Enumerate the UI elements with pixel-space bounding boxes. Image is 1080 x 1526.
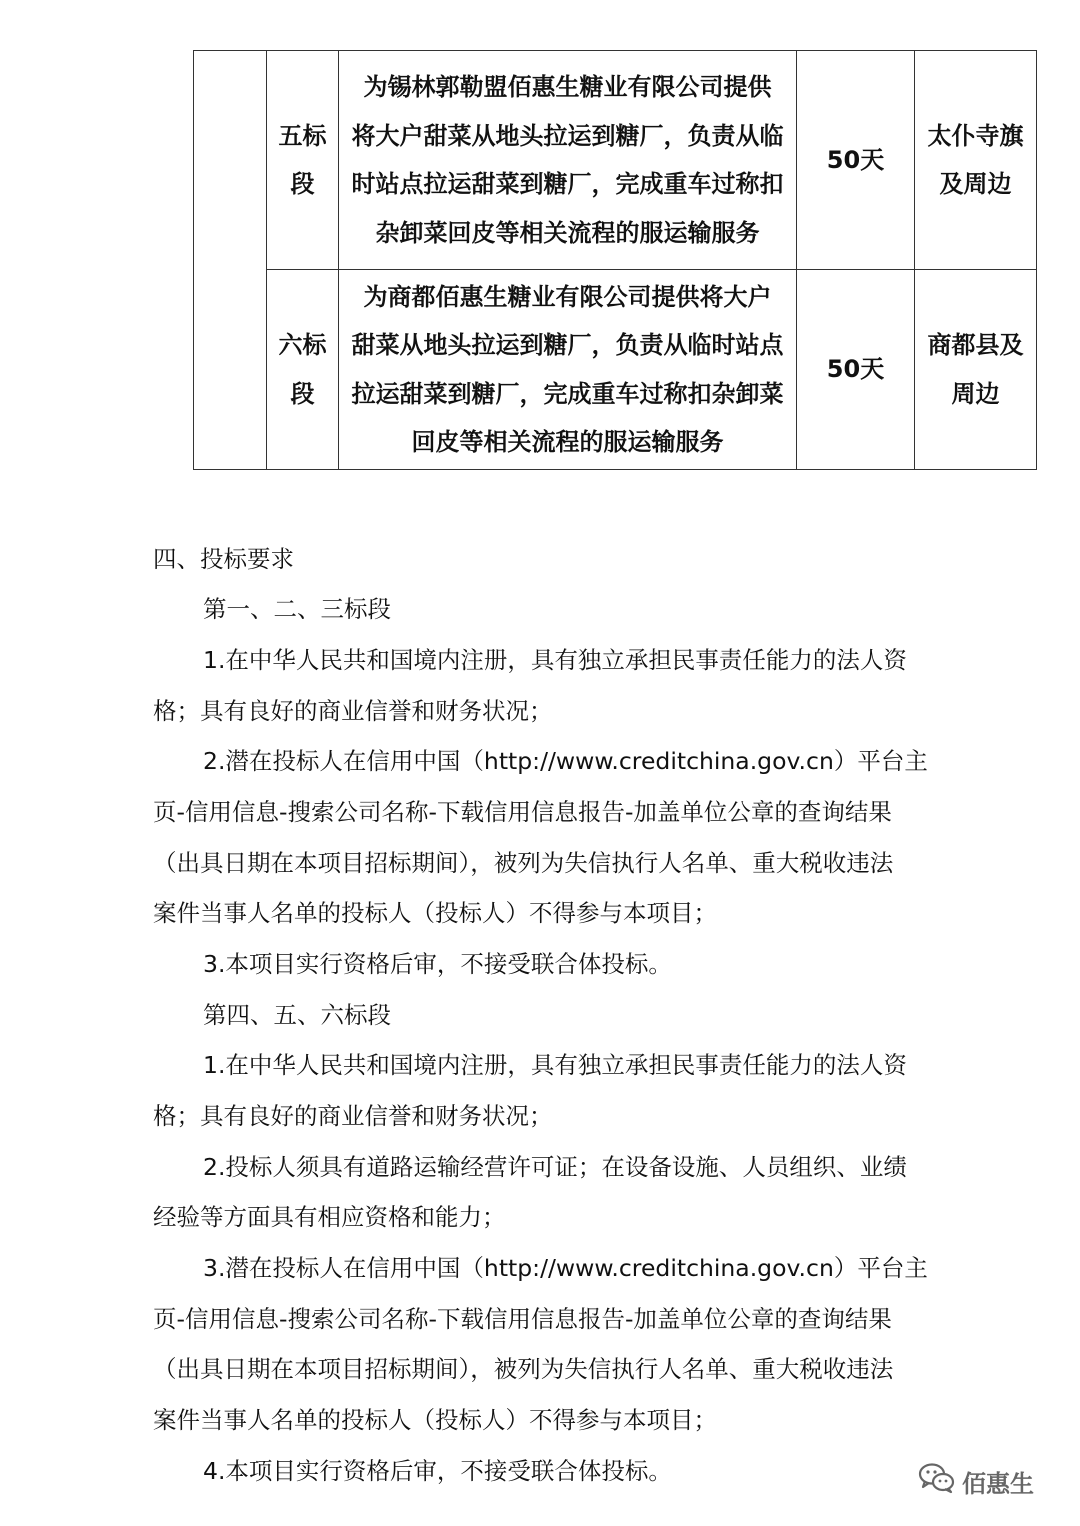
watermark-label: 佰惠生 — [962, 1469, 1034, 1498]
paragraph-line: 2.投标人须具有道路运输经营许可证；在设备设施、人员组织、业绩 — [203, 1153, 907, 1181]
watermark — [918, 1462, 1034, 1500]
location-cell: 商都县及 周边 — [915, 270, 1037, 470]
paragraph-line: 3.本项目实行资格后审，不接受联合体投标。 — [203, 950, 672, 978]
subsection-heading: 第四、五、六标段 — [203, 1001, 391, 1029]
paragraph-line: 1.在中华人民共和国境内注册，具有独立承担民事责任能力的法人资 — [203, 1051, 907, 1079]
paragraph-line: 2.潜在投标人在信用中国（http://www.creditchina.gov.cn）平台主 — [203, 747, 928, 775]
paragraph-line: 4.本项目实行资格后审，不接受联合体投标。 — [203, 1457, 672, 1485]
paragraph-line: 案件当事人名单的投标人（投标人）不得参与本项目； — [153, 1406, 717, 1434]
paragraph-line: 格；具有良好的商业信誉和财务状况； — [153, 697, 553, 725]
paragraph-line: 案件当事人名单的投标人（投标人）不得参与本项目； — [153, 899, 717, 927]
duration-cell: 50天 — [797, 270, 915, 470]
paragraph-line: 页-信用信息-搜索公司名称-下载信用信息报告-加盖单位公章的查询结果 — [153, 798, 892, 826]
paragraph-line: （出具日期在本项目招标期间），被列为失信执行人名单、重大税收违法 — [153, 1355, 894, 1383]
paragraph-line: 经验等方面具有相应资格和能力； — [153, 1203, 506, 1231]
paragraph-line: （出具日期在本项目招标期间），被列为失信执行人名单、重大税收违法 — [153, 849, 894, 877]
paragraph-line: 页-信用信息-搜索公司名称-下载信用信息报告-加盖单位公章的查询结果 — [153, 1305, 892, 1333]
section-cell: 五标 段 — [267, 51, 339, 270]
section-heading: 四、投标要求 — [153, 545, 294, 573]
wechat-icon — [918, 1462, 956, 1500]
section-cell: 六标 段 — [267, 270, 339, 470]
subsection-heading: 第一、二、三标段 — [203, 595, 391, 623]
paragraph-line: 1.在中华人民共和国境内注册，具有独立承担民事责任能力的法人资 — [203, 646, 907, 674]
description-cell: 为锡林郭勒盟佰惠生糖业有限公司提供 将大户甜菜从地头拉运到糖厂，负责从临 时站点拉运甜菜到糖厂，完成重车过称扣 杂卸菜回皮等相关流程的服运输服务 — [339, 51, 797, 270]
duration-cell: 50天 — [797, 51, 915, 270]
paragraph-line: 格；具有良好的商业信誉和财务状况； — [153, 1102, 553, 1130]
location-cell: 太仆寺旗 及周边 — [915, 51, 1037, 270]
paragraph-line: 3.潜在投标人在信用中国（http://www.creditchina.gov.cn）平台主 — [203, 1254, 928, 1282]
description-cell: 为商都佰惠生糖业有限公司提供将大户 甜菜从地头拉运到糖厂，负责从临时站点 拉运甜菜到糖厂，完成重车过称扣杂卸菜 回皮等相关流程的服运输服务 — [339, 270, 797, 470]
